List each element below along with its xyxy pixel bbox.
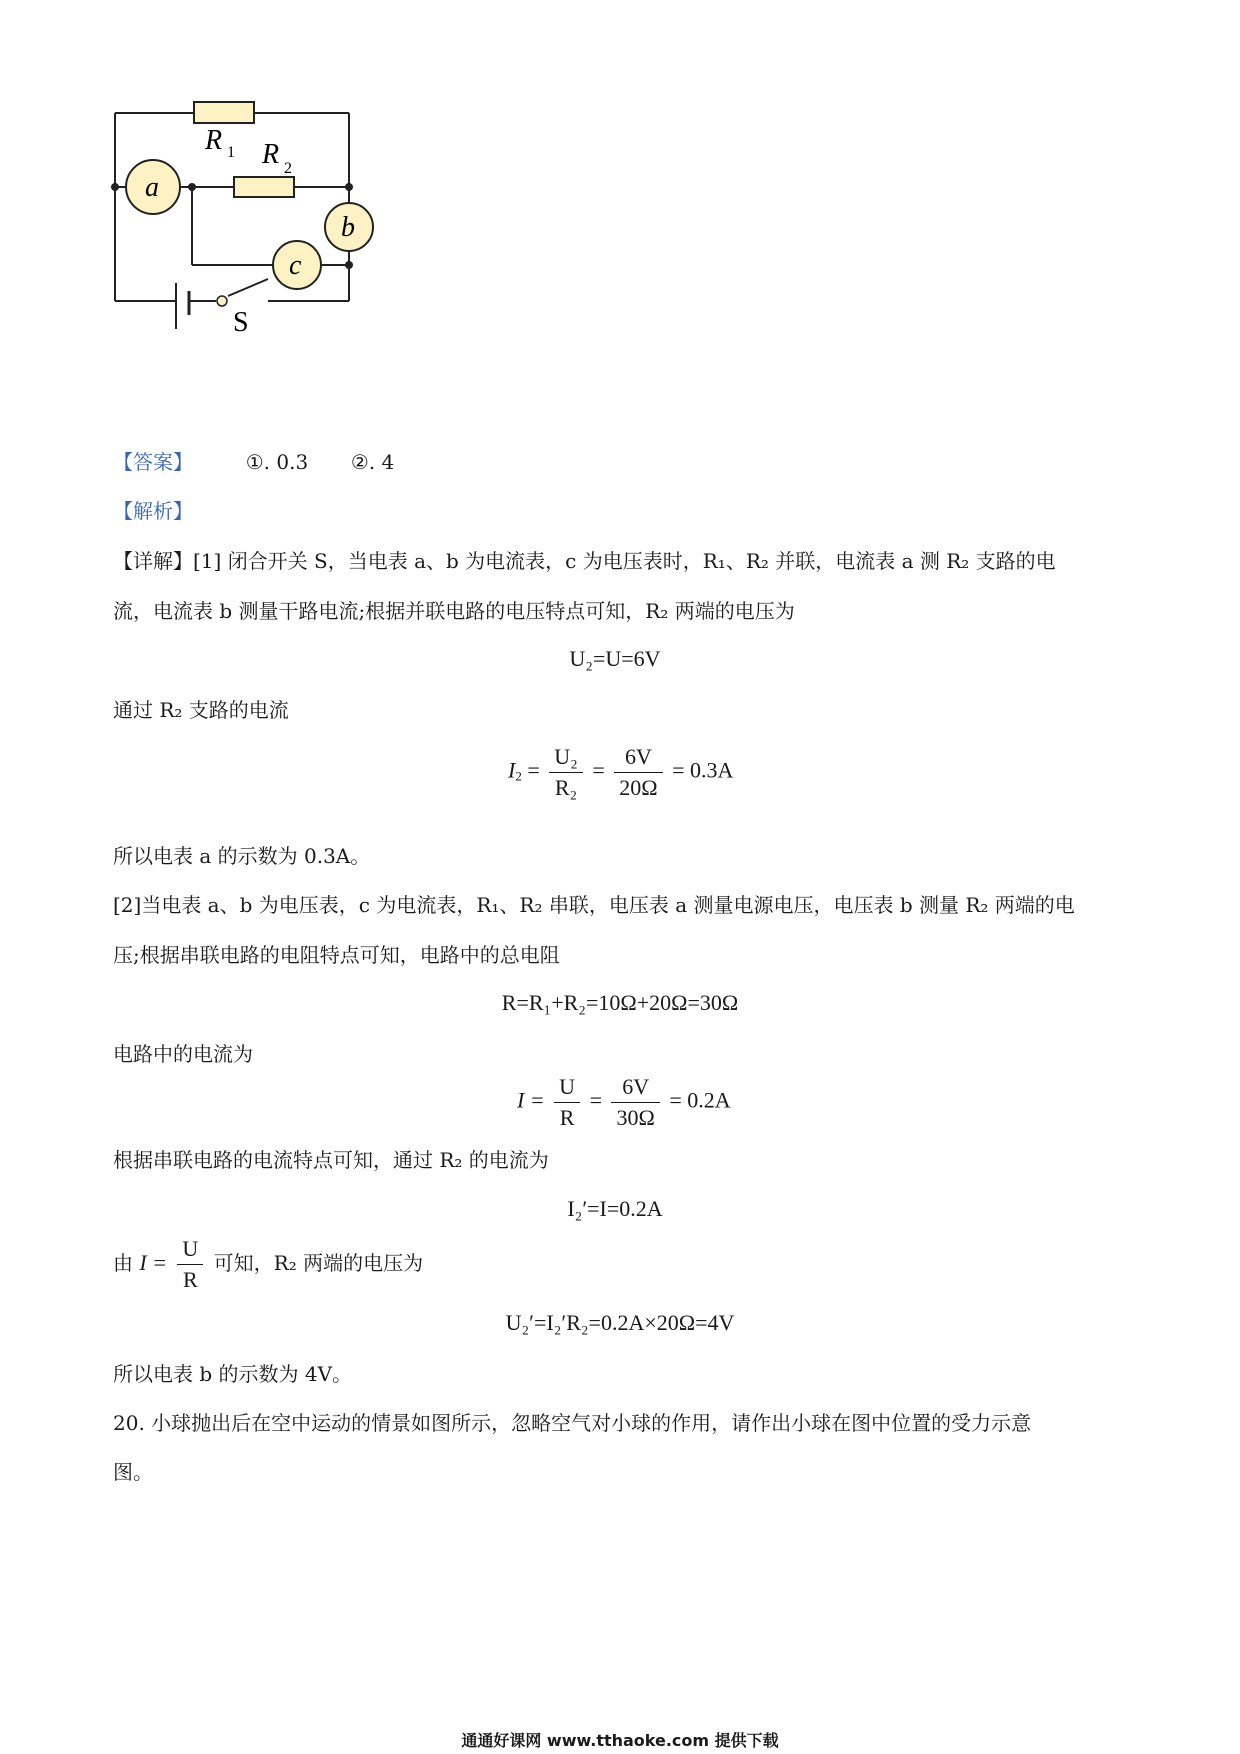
answer-line — [113, 448, 394, 476]
eq4-num-1: U — [554, 1074, 580, 1103]
eq4-lhs: I = — [517, 1087, 545, 1113]
meter-b-label: b — [341, 212, 355, 243]
eq4-frac-1 — [554, 1074, 580, 1131]
eq4-result: = 0.2A — [669, 1087, 731, 1113]
resistor-r2 — [234, 177, 294, 197]
r2-sub: 2 — [284, 160, 292, 177]
question-20-line1: 20. 小球抛出后在空中运动的情景如图所示，忽略空气对小球的作用，请作出小球在图中位置的受力示意 — [113, 1411, 1032, 1435]
detail-p1-text: [1] 闭合开关 S，当电表 a、b 为电流表，c 为电压表时，R₁、R₂ 并联，电流表 a 测 R₂ 支路的电 — [193, 549, 1056, 573]
detail-p2: 通过 R₂ 支路的电流 — [113, 698, 289, 722]
p7-den: R — [182, 1267, 198, 1292]
p7-post: 可知，R₂ 两端的电压为 — [213, 1251, 424, 1275]
detail-p4-line1: [2]当电表 a、b 为电压表，c 为电流表，R₁、R₂ 串联，电压表 a 测量电源电压，电压表 b 测量 R₂ 两端的电 — [113, 893, 1075, 917]
p7-frac — [177, 1236, 203, 1293]
footer: 通通好课网 www.tthaoke.com 提供下载 — [461, 1731, 779, 1750]
eq4-frac-2 — [611, 1074, 659, 1131]
resistor-r1 — [194, 102, 254, 123]
answer-tag: 【答案】 — [113, 450, 193, 474]
equation-6: U₂′=I₂′R₂=0.2A×20Ω=4V — [505, 1310, 735, 1335]
detail-p5: 电路中的电流为 — [113, 1042, 253, 1066]
question-20-line2: 图。 — [113, 1460, 153, 1484]
r1-label: R — [205, 125, 223, 156]
p7-pre: 由 — [113, 1251, 133, 1275]
detail-p7 — [113, 1236, 423, 1293]
equation-2: $I_2$ = $\frac{\text{U₂}}{\text{R₂}}$ = $\frac{6V}{20\Omega}$ = 0.3A — [508, 744, 734, 800]
switch-contact — [217, 296, 227, 306]
eq4-num-2: 6V — [611, 1074, 659, 1103]
equation-3: R=R₁+R₂=10Ω+20Ω=30Ω — [501, 990, 739, 1015]
analysis-tag: 【解析】 — [113, 499, 193, 523]
meter-c-label: c — [289, 250, 302, 281]
eq2-lhs: I — [508, 757, 516, 783]
eq2-den-1: R₂ — [554, 775, 578, 800]
detail-p1-line1 — [113, 547, 1056, 575]
equation-4: I = $\frac{U}{R}$ = $\frac{6V}{30\Omega}$ = 0.2A — [517, 1074, 731, 1130]
p7-num: U — [177, 1236, 203, 1265]
equation-5: I₂′=I=0.2A — [567, 1196, 663, 1221]
eq2-num-2: 6V — [614, 744, 662, 773]
detail-p3: 所以电表 a 的示数为 0.3A。 — [113, 844, 371, 868]
answer-2: ②. 4 — [350, 450, 395, 474]
eq2-num-1: U₂ — [549, 744, 583, 773]
answer-1: ①. 0.3 — [245, 450, 309, 474]
r2-label: R — [262, 139, 280, 170]
detail-p4-line2: 压;根据串联电路的电阻特点可知，电路中的总电阻 — [113, 943, 560, 967]
circuit-diagram — [110, 95, 400, 375]
eq2-result: = 0.3A — [672, 757, 734, 783]
eq4-den-2: 30Ω — [616, 1105, 655, 1130]
eq4-den-1: R — [559, 1105, 575, 1130]
eq2-den-2: 20Ω — [619, 775, 658, 800]
eq2-frac-1 — [549, 744, 583, 801]
meter-a-label: a — [145, 172, 159, 203]
equation-1: U₂=U=6V — [569, 646, 661, 671]
eq2-lhs-sub: 2 — [515, 768, 522, 784]
eq2-frac-2 — [614, 744, 662, 801]
detail-tag: 【详解】 — [113, 549, 193, 573]
r1-sub: 1 — [227, 144, 235, 161]
detail-p1-line2: 流，电流表 b 测量干路电流;根据并联电路的电压特点可知，R₂ 两端的电压为 — [113, 599, 795, 623]
switch-label: S — [233, 307, 249, 338]
p7-lhs: I = — [139, 1250, 168, 1275]
detail-p8: 所以电表 b 的示数为 4V。 — [113, 1362, 353, 1386]
detail-p6: 根据串联电路的电流特点可知，通过 R₂ 的电流为 — [113, 1148, 549, 1172]
